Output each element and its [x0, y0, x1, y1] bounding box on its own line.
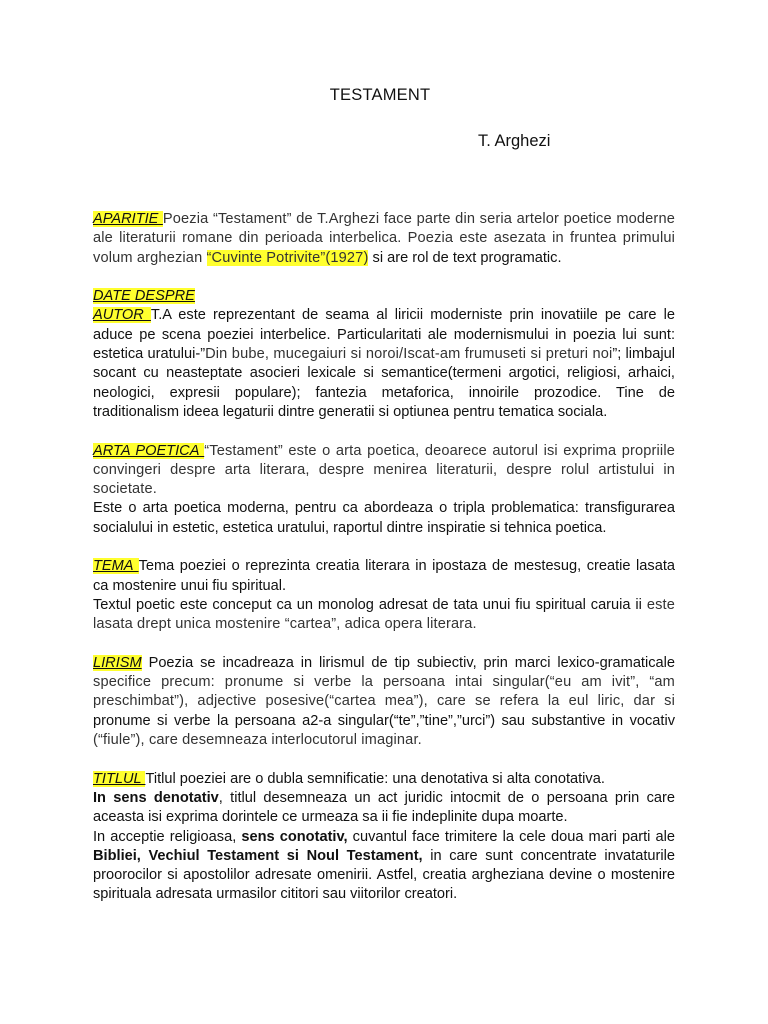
paragraph-autor [93, 306, 675, 422]
lirism-text-2: specifice precum: pronume si verbe la persoana intai singular(“eu am ivit”, “am preschimbat”), adjective posesive(“cartea mea”), care se refera la eul liric, dar si [93, 674, 675, 710]
spacer [93, 422, 675, 441]
titlul-text-2: , titlul desemneaza un act juridic intocmit de o persoana prin care aceasta isi exprima dorintele ce urmeaza sa ii fie indeplinite dupa moarte. [93, 789, 675, 826]
spacer [93, 268, 675, 287]
titlul-text-5: in care sunt concentrate invataturile proorocilor si apostolilor adresate omenirii. Astfel, creatia argheziana devine o mostenire spirituala adresata urmasilor cititori sau viitorilor creatori. [93, 847, 675, 903]
paragraph-lirism [93, 654, 675, 750]
aparitie-text-2: si are rol de text programatic. [368, 249, 562, 266]
spacer [93, 538, 675, 557]
autor-quote: Din bube, mucegaiuri si noroi/Iscat-am frumuseti si preturi noi [205, 346, 613, 363]
section-label-arta-poetica: ARTA POETICA [93, 442, 205, 459]
lirism-text-4: (“fiule”), care desemneaza interlocutorul imaginar. [93, 732, 422, 749]
aparitie-text-1: Poezia “Testament” de T.Arghezi face parte din seria artelor poetice moderne ale literaturii romane din perioada interbelica. Poezia este asezata in fruntea primului volum arghezian [93, 211, 675, 266]
autor-text-2: ”; limbajul socant cu neasteptate asocieri lexicale si semantice(termeni argotici, religiosi, arhaici, neologici, expresii populare); fantezia metaforica, innoirile prozodice. Tine de traditionalism ideea legaturii dintre generatii si optiunea pentru tematica sociala. [93, 346, 676, 420]
paragraph-titlul-2 [93, 789, 675, 828]
tema-text-2: Textul poetic este conceput ca un monolog adresat de tata unui fiu spiritual caruia ii [93, 596, 647, 613]
titlul-text-3: In acceptie religioasa, [93, 828, 242, 845]
document-title: TESTAMENT [329, 86, 431, 104]
arta-poetica-text-2: Este o arta poetica moderna, pentru ca abordeaza o tripla problematica: transfigurarea socialului in estetic, estetica uratului, raportul dintre inspiratie si tehnica poetica. [93, 500, 675, 536]
paragraph-arta-poetica [93, 442, 675, 500]
aparitie-highlight: “Cuvinte Potrivite”(1927) [206, 249, 369, 266]
document-body [93, 210, 675, 905]
spacer [93, 750, 675, 769]
section-label-date-despre-text: DATE DESPRE [93, 288, 195, 305]
section-label-date-despre [93, 287, 675, 306]
lirism-text-3: pronume si verbe la persoana a2-a singular(“te”,”tine”,”urci”) sau substantive in vocativ [93, 712, 675, 729]
arta-poetica-text-1: “Testament” este o arta poetica, deoarece autorul isi exprima propriile convingeri despre arta literara, despre menirea literaturii, despre rolul artistului in societate. [93, 442, 675, 498]
document-author: T. Arghezi [478, 132, 551, 150]
paragraph-titlul [93, 770, 675, 789]
paragraph-tema-2 [93, 596, 675, 635]
lirism-text-1: Poezia se incadreaza in lirismul de tip subiectiv, prin marci lexico-gramaticale [141, 654, 675, 671]
section-label-lirism: LIRISM [93, 654, 142, 671]
paragraph-tema [93, 557, 675, 596]
section-label-aparitie: APARITIE [93, 211, 163, 227]
titlul-bold-1: In sens denotativ [93, 789, 219, 806]
spacer [93, 635, 675, 654]
titlul-text-4: cuvantul face trimitere la cele doua mari parti ale [347, 828, 675, 845]
section-label-titlul: TITLUL [93, 770, 146, 787]
titlul-bold-3: Bibliei, Vechiul Testament si Noul Testament, [93, 847, 423, 864]
paragraph-aparitie [93, 210, 675, 268]
paragraph-titlul-3 [93, 828, 675, 905]
tema-text-3: este lasata drept unica mostenire “cartea”, adica opera literara. [93, 596, 675, 633]
autor-text-1: T.A este reprezentant de seama al liricii moderniste prin inovatiile pe care le aduce pe scena poeziei interbelice. Particularitati ale modernismului in poezia lui sunt: estetica uratului-” [93, 307, 675, 363]
titlul-bold-2: sens conotativ, [241, 828, 348, 845]
paragraph-arta-poetica-2 [93, 499, 675, 538]
section-label-tema: TEMA [93, 558, 139, 575]
titlul-text-1: Titlul poeziei are o dubla semnificatie: una denotativa si alta conotativa. [145, 770, 605, 787]
tema-text-1: Tema poeziei o reprezinta creatia literara in ipostaza de mestesug, creatie lasata ca mostenire unui fiu spiritual. [93, 558, 675, 594]
section-label-autor: AUTOR [93, 307, 151, 324]
